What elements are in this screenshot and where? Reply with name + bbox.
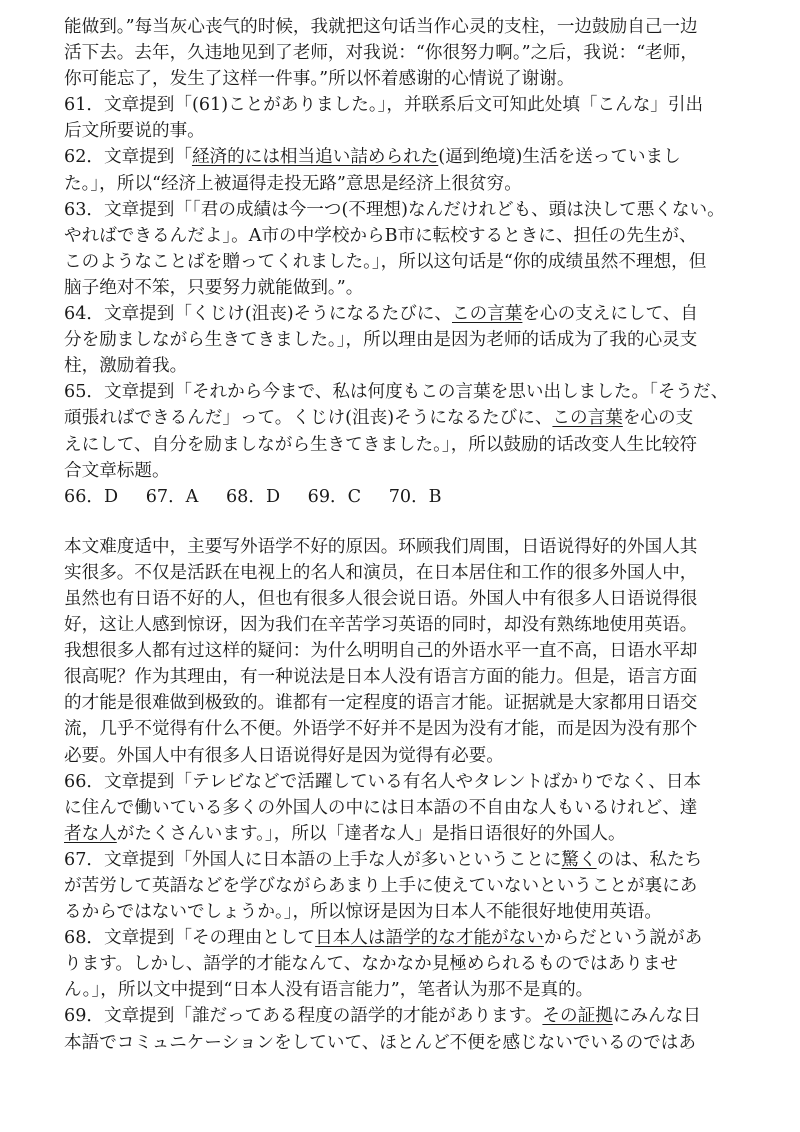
text-line: 66．文章提到「テレビなどで活躍している有名人やタレントばかりでなく、日本 (64, 771, 702, 792)
text-line: た。」，所以“经济上被逼得走投无路”意思是经济上很贫穷。 (64, 173, 522, 194)
text-line (64, 821, 754, 847)
text-line (64, 301, 754, 327)
underlined-phrase: この言葉 (552, 408, 623, 429)
text-segment: (逼到绝境)生活を送っていまし (438, 147, 681, 168)
text-line: 后文所要说的事。 (64, 121, 205, 142)
explanation-67 (64, 847, 754, 925)
text-segment: にみんな日 (612, 1006, 701, 1027)
text-line: 虽然也有日语不好的人，但也有很多人很会说日语。外国人中有很多人日语说得很 (64, 588, 698, 609)
text-segment: 頑張ればできるんだ」って。くじけ(沮丧)そうになるたびに、 (64, 408, 553, 429)
text-line: 61．文章提到「(61)ことがありました。」，并联系后文可知此处填「こんな」引出 (64, 95, 704, 116)
underlined-phrase: 者な人 (64, 823, 117, 844)
text-line: ん。」，所以文中提到“日本人没有语言能力”，笔者认为那不是真的。 (64, 980, 594, 1001)
text-line: 很高呢？作为其理由，有一种说法是日本人没有语言方面的能力。但是，语言方面 (64, 667, 698, 688)
underlined-phrase: 驚く (561, 849, 597, 870)
underlined-phrase: その証拠 (542, 1006, 613, 1027)
underlined-phrase: 経済的には相当追い詰められた (191, 147, 439, 168)
explanation-69 (64, 1003, 754, 1055)
explanation-63 (64, 197, 754, 301)
text-line: 我想很多人都有过这样的疑问：为什么明明自己的外语水平一直不高，日语水平却 (64, 641, 698, 662)
answer-item: 70．B (388, 486, 442, 507)
text-segment: のは、私たち (596, 849, 703, 870)
text-line: 柱，激励着我。 (64, 356, 188, 377)
text-line (64, 1003, 754, 1029)
passage-ending (64, 14, 754, 92)
text-line: えにして、自分を励ましながら生きてきました。」，所以鼓励的话改变人生比较符 (64, 434, 698, 455)
text-line: やればできるんだよ」。A市の中学校からB市に転校するときに、担任の先生が、 (64, 225, 697, 246)
text-line: このようなことばを贈ってくれました。」，所以这句话是“你的成绩虽然不理想，但 (64, 251, 707, 272)
text-segment: 62．文章提到「 (64, 147, 192, 168)
text-segment: 68．文章提到「その理由として (64, 928, 316, 949)
answer-item: 66．D (64, 486, 119, 507)
text-segment: がたくさんいます。」，所以「達者な人」是指日语很好的外国人。 (116, 823, 626, 844)
text-segment: を心の支えにして、自 (522, 304, 698, 325)
text-line: 实很多。不仅是活跃在电视上的名人和演员，在日本居住和工作的很多外国人中， (64, 562, 698, 583)
text-line: が苦労して英語などを学びながらあまり上手に使えていないということが裏にあ (64, 876, 698, 896)
text-line: 活下去。去年，久违地见到了老师，对我说：“你很努力啊。”之后，我说：“老师， (64, 43, 698, 64)
text-line: 合文章标题。 (64, 460, 170, 481)
text-line: ります。しかし、語学的才能なんて、なかなか見極められるものではありませ (64, 954, 679, 975)
text-line: 你可能忘了，发生了这样一件事。”所以怀着感谢的心情说了谢谢。 (64, 69, 575, 90)
text-line: 脑子绝对不笨，只要努力就能做到。”。 (64, 277, 364, 298)
text-line: 必要。外国人中有很多人日语说得好是因为觉得有必要。 (64, 745, 504, 766)
text-line: に住んで働いている多くの外国人の中には日本語の不自由な人もいるけれど、達 (64, 797, 698, 818)
text-line: 本語でコミュニケーションをしていて、ほとんど不便を感じないでいるのではあ (64, 1032, 696, 1053)
text-line: 流，几乎不觉得有什么不便。外语学不好并不是因为没有才能，而是因为没有那个 (64, 719, 698, 740)
answer-item: 67．A (145, 486, 199, 507)
explanation-64 (64, 301, 754, 379)
passage-summary (64, 534, 754, 769)
text-line: るからではないでしょうか。」，所以惊讶是因为日本人不能很好地使用英语。 (64, 902, 663, 923)
text-line (64, 847, 754, 873)
text-segment: 67．文章提到「外国人に日本語の上手な人が多いということに (64, 849, 562, 870)
answer-key (64, 484, 754, 510)
text-line: 65．文章提到「それから今まで、私は何度もこの言葉を思い出しました。「そうだ、 (64, 382, 729, 403)
text-line: 能做到。”每当灰心丧气的时候，我就把这句话当作心灵的支柱，一边鼓励自己一边 (64, 17, 698, 37)
explanation-62 (64, 144, 754, 196)
explanation-61 (64, 92, 754, 144)
text-segment: からだという説があ (543, 928, 703, 949)
document-page (64, 14, 754, 1056)
text-line: 63．文章提到「「君の成績は今一つ(不理想)なんだけれども、頭は決して悪くない。 (64, 199, 725, 220)
explanation-66 (64, 769, 754, 847)
answer-item: 68．D (225, 486, 281, 507)
text-segment: 64．文章提到「くじけ(沮丧)そうになるたびに、 (64, 304, 452, 325)
text-line (64, 405, 754, 431)
text-segment: を心の支 (622, 408, 694, 429)
text-line: 分を励ましながら生きてきました。」，所以理由是因为老师的话成为了我的心灵支 (64, 330, 698, 351)
explanation-68 (64, 925, 754, 1003)
text-segment: 69．文章提到「誰だってある程度の語学的才能があります。 (64, 1006, 543, 1027)
text-line (64, 144, 754, 170)
text-line: 好，这让人感到惊讶，因为我们在辛苦学习英语的同时，却没有熟练地使用英语。 (64, 615, 698, 636)
explanation-65 (64, 379, 754, 483)
text-line: 本文难度适中，主要写外语学不好的原因。环顾我们周围，日语说得好的外国人其 (64, 536, 698, 557)
paragraph-gap (64, 510, 754, 534)
underlined-phrase: 日本人は語学的な才能がない (315, 928, 544, 949)
underlined-phrase: この言葉 (452, 304, 523, 325)
answer-item: 69．C (307, 486, 362, 507)
text-line (64, 925, 754, 951)
text-line: 的才能是很难做到极致的。谁都有一定程度的语言才能。证据就是大家都用日语交 (64, 693, 698, 714)
